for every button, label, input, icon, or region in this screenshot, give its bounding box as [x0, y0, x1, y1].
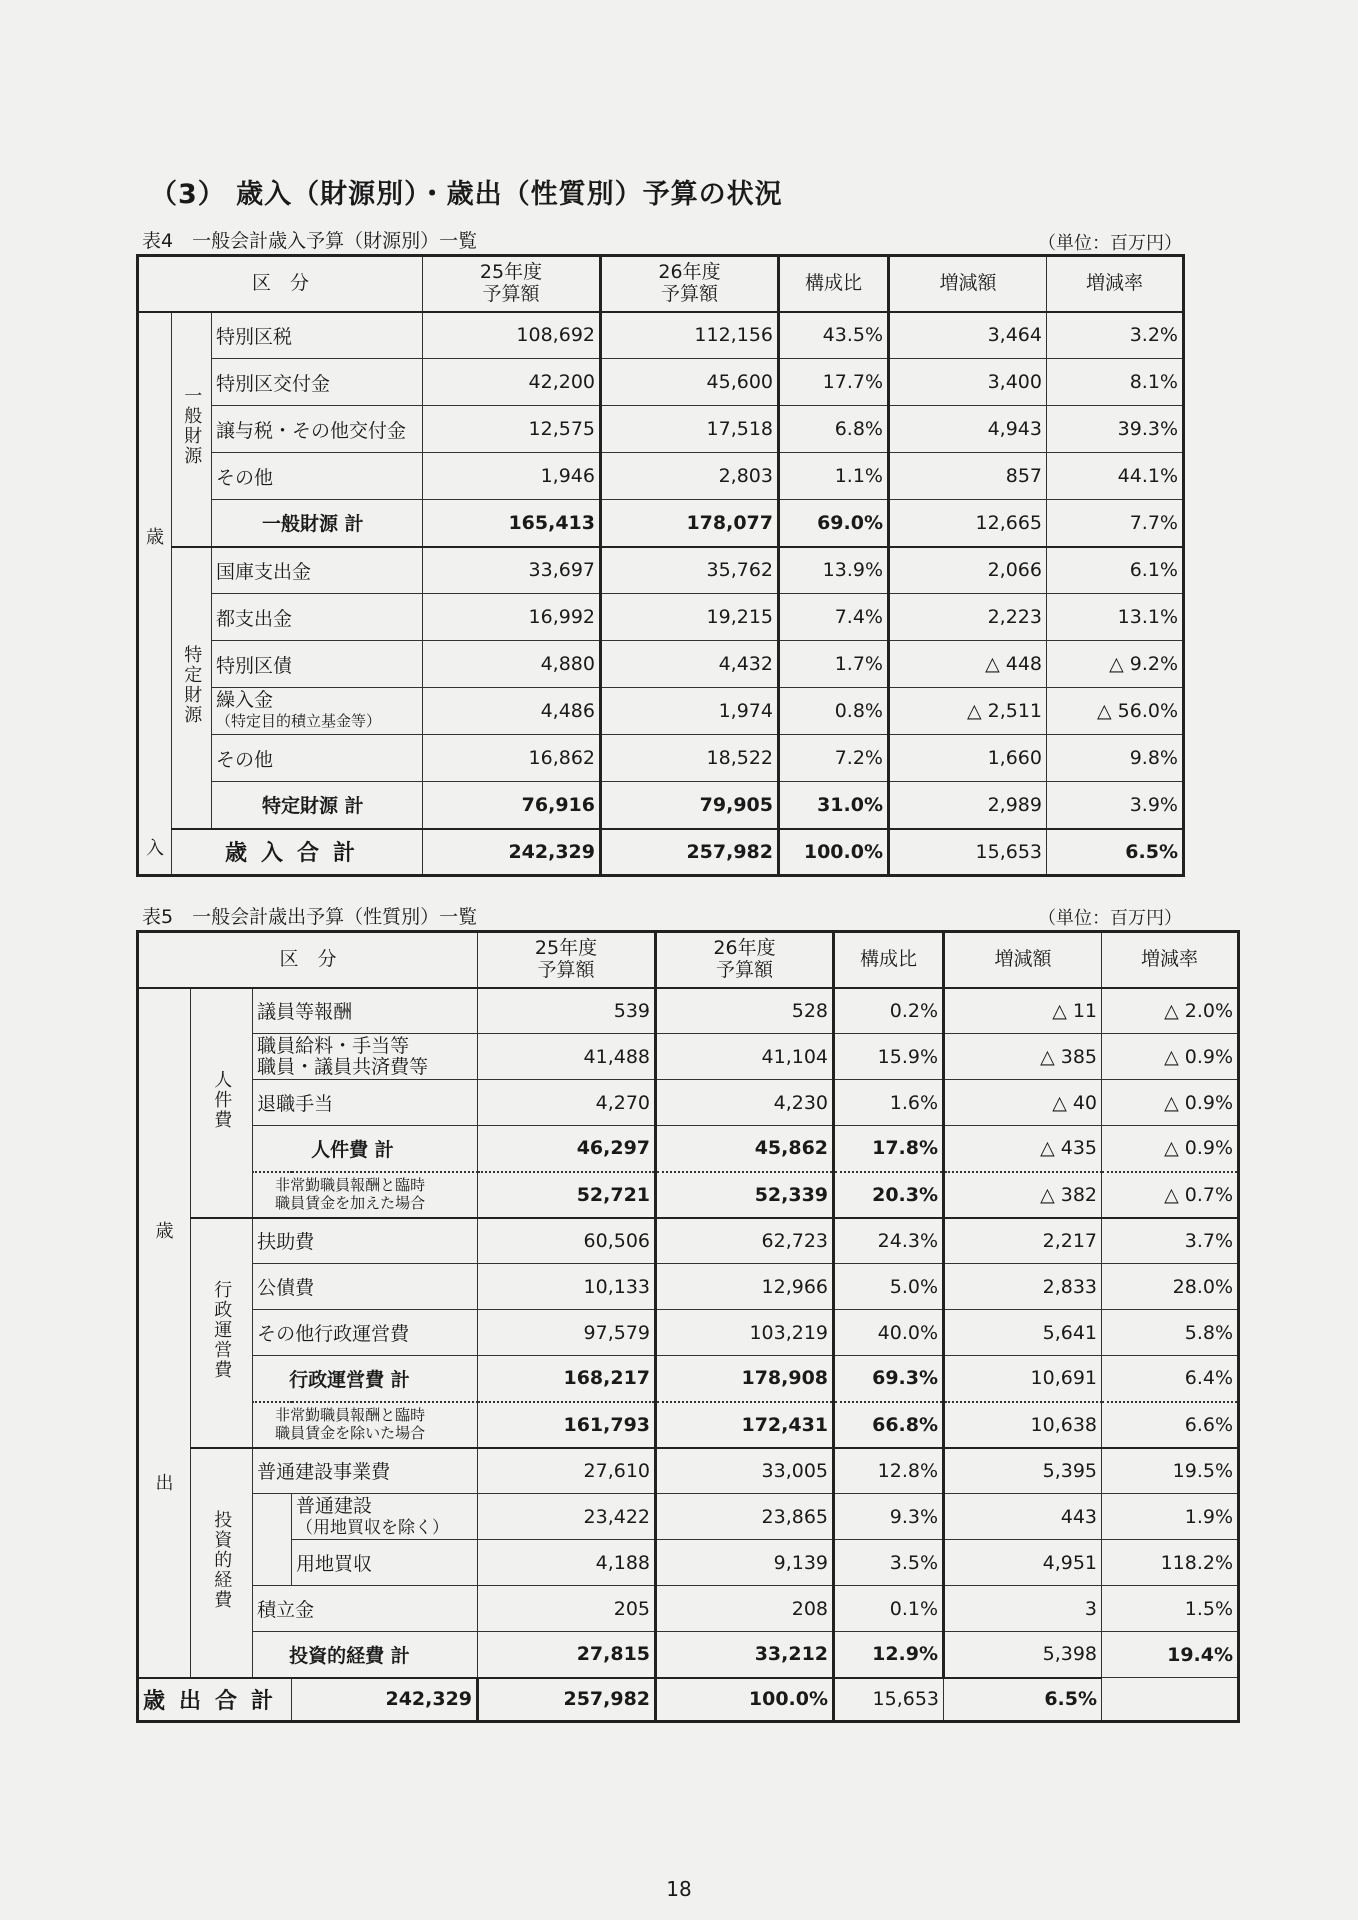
cell-ratio: 43.5% [779, 312, 889, 359]
cell-ratio: 7.4% [779, 594, 889, 641]
group-label-administrative: 行政運営費 [190, 1218, 252, 1448]
cell-fy25: 4,188 [478, 1540, 656, 1586]
row-label: 繰入金 （特定目的積立基金等） [212, 688, 423, 735]
subtotal-label: 特定財源 計 [212, 782, 423, 829]
cell-rate: 3.9% [1047, 782, 1184, 829]
cell-rate: 6.5% [1047, 829, 1184, 876]
cell-fy25: 4,880 [423, 641, 601, 688]
cell-rate: 7.7% [1047, 500, 1184, 547]
cell-fy25: 108,692 [423, 312, 601, 359]
cell-fy25: 52,721 [478, 1172, 656, 1218]
cell-rate: 19.4% [1102, 1632, 1239, 1678]
cell-ratio: 1.7% [779, 641, 889, 688]
header-row [138, 932, 1239, 988]
group-label-personnel: 人件費 [190, 988, 252, 1218]
row-label: 特別区交付金 [212, 359, 423, 406]
cell-ratio: 1.1% [779, 453, 889, 500]
cell-diff: 2,217 [944, 1218, 1102, 1264]
cell-fy26: 18,522 [601, 735, 779, 782]
subtotal-label: 投資的経費 計 [253, 1632, 478, 1678]
cell-diff: 15,653 [834, 1678, 944, 1722]
row-label: 非常勤職員報酬と臨時 職員賃金を加えた場合 [253, 1172, 478, 1218]
cell-rate: △ 9.2% [1047, 641, 1184, 688]
row-label: 積立金 [253, 1586, 478, 1632]
subtotal-row [138, 782, 1184, 829]
cell-fy26: 45,600 [601, 359, 779, 406]
cell-ratio: 17.8% [834, 1126, 944, 1172]
cell-ratio: 69.3% [834, 1356, 944, 1402]
cell-fy26: 52,339 [656, 1172, 834, 1218]
cell-fy26: 208 [656, 1586, 834, 1632]
cell-rate: 3.7% [1102, 1218, 1239, 1264]
cell-rate: △ 0.9% [1102, 1034, 1239, 1080]
cell-diff: 10,691 [944, 1356, 1102, 1402]
cell-fy26: 62,723 [656, 1218, 834, 1264]
cell-fy26: 45,862 [656, 1126, 834, 1172]
cell-ratio: 40.0% [834, 1310, 944, 1356]
cell-rate: 6.5% [944, 1678, 1102, 1722]
cell-fy25: 97,579 [478, 1310, 656, 1356]
cell-rate: 1.9% [1102, 1494, 1239, 1540]
subtotal-label: 一般財源 計 [212, 500, 423, 547]
cell-ratio: 13.9% [779, 547, 889, 594]
table-row [138, 1586, 1239, 1632]
row-label: 非常勤職員報酬と臨時 職員賃金を除いた場合 [253, 1402, 478, 1448]
table-row [138, 1540, 1239, 1586]
cell-rate: 6.6% [1102, 1402, 1239, 1448]
cell-fy26: 17,518 [601, 406, 779, 453]
cell-fy26: 33,005 [656, 1448, 834, 1494]
cell-fy26: 178,077 [601, 500, 779, 547]
row-label: 都支出金 [212, 594, 423, 641]
table5-unit: （単位：百万円） [1038, 908, 1182, 929]
row-label: 公債費 [253, 1264, 478, 1310]
group-label-investment: 投資的経費 [190, 1448, 252, 1678]
cell-ratio: 12.9% [834, 1632, 944, 1678]
table-row [138, 1448, 1239, 1494]
total-row [138, 829, 1184, 876]
cell-ratio: 20.3% [834, 1172, 944, 1218]
cell-ratio: 0.2% [834, 988, 944, 1034]
cell-diff: △ 40 [944, 1080, 1102, 1126]
row-label: 特別区税 [212, 312, 423, 359]
cell-fy26: 4,432 [601, 641, 779, 688]
cell-ratio: 0.1% [834, 1586, 944, 1632]
cell-rate: △ 0.9% [1102, 1126, 1239, 1172]
table-row [138, 1080, 1239, 1126]
cell-diff: 5,395 [944, 1448, 1102, 1494]
row-label: 特別区債 [212, 641, 423, 688]
cell-fy25: 1,946 [423, 453, 601, 500]
table-row [138, 1264, 1239, 1310]
group-label-specific: 特定財源 [172, 547, 212, 829]
header-ratio: 構成比 [834, 932, 944, 988]
subtotal-row [138, 500, 1184, 547]
cell-fy25: 27,610 [478, 1448, 656, 1494]
row-label: 普通建設 （用地買収を除く） [292, 1494, 478, 1540]
cell-fy25: 4,486 [423, 688, 601, 735]
cell-rate: △ 2.0% [1102, 988, 1239, 1034]
cell-fy26: 12,966 [656, 1264, 834, 1310]
outer-label-expenditure: 歳 出 [138, 988, 191, 1678]
cell-diff: △ 11 [944, 988, 1102, 1034]
cell-ratio: 24.3% [834, 1218, 944, 1264]
outer-label-revenue: 歳 入 [138, 312, 172, 876]
cell-rate: 3.2% [1047, 312, 1184, 359]
cell-fy25: 10,133 [478, 1264, 656, 1310]
cell-fy26: 35,762 [601, 547, 779, 594]
cell-fy26: 19,215 [601, 594, 779, 641]
table-row [138, 547, 1184, 594]
subtotal-label: 行政運営費 計 [253, 1356, 478, 1402]
table-row [138, 1494, 1239, 1540]
cell-ratio: 66.8% [834, 1402, 944, 1448]
revenue-table [136, 254, 1185, 877]
cell-rate: 44.1% [1047, 453, 1184, 500]
table-row [138, 312, 1184, 359]
table-row [138, 594, 1184, 641]
header-fy26: 26年度 予算額 [656, 932, 834, 988]
row-label: 国庫支出金 [212, 547, 423, 594]
cell-fy26: 112,156 [601, 312, 779, 359]
cell-fy25: 205 [478, 1586, 656, 1632]
row-label: 扶助費 [253, 1218, 478, 1264]
cell-diff: 857 [889, 453, 1047, 500]
cell-fy25: 33,697 [423, 547, 601, 594]
total-label: 歳入合計 [172, 829, 423, 876]
table-row [138, 735, 1184, 782]
row-label: 退職手当 [253, 1080, 478, 1126]
cell-ratio: 69.0% [779, 500, 889, 547]
cell-ratio: 31.0% [779, 782, 889, 829]
cell-ratio: 17.7% [779, 359, 889, 406]
cell-fy26: 33,212 [656, 1632, 834, 1678]
cell-diff: 3 [944, 1586, 1102, 1632]
cell-diff: △ 2,511 [889, 688, 1047, 735]
cell-fy25: 165,413 [423, 500, 601, 547]
table4-caption: 表4 一般会計歳入予算（財源別）一覧 [142, 230, 478, 252]
cell-diff: 5,398 [944, 1632, 1102, 1678]
cell-rate: △ 0.7% [1102, 1172, 1239, 1218]
cell-fy26: 23,865 [656, 1494, 834, 1540]
cell-rate: 118.2% [1102, 1540, 1239, 1586]
cell-fy25: 23,422 [478, 1494, 656, 1540]
row-label: その他 [212, 735, 423, 782]
table-row [138, 988, 1239, 1034]
cell-diff: 4,951 [944, 1540, 1102, 1586]
cell-fy25: 12,575 [423, 406, 601, 453]
cell-rate: 5.8% [1102, 1310, 1239, 1356]
cell-ratio: 12.8% [834, 1448, 944, 1494]
table-row [138, 453, 1184, 500]
header-kubun: 区 分 [138, 932, 478, 988]
table4-unit: （単位：百万円） [1038, 233, 1182, 254]
expenditure-table [136, 930, 1240, 1723]
cell-fy25: 161,793 [478, 1402, 656, 1448]
cell-ratio: 6.8% [779, 406, 889, 453]
total-label: 歳出合計 [138, 1678, 292, 1722]
header-fy25: 25年度 予算額 [478, 932, 656, 988]
row-label: 用地買収 [292, 1540, 478, 1586]
cell-fy26: 79,905 [601, 782, 779, 829]
cell-fy25: 242,329 [292, 1678, 478, 1722]
cell-rate: △ 0.9% [1102, 1080, 1239, 1126]
subtotal-row [138, 1356, 1239, 1402]
indent-cell [253, 1494, 292, 1586]
cell-rate: 28.0% [1102, 1264, 1239, 1310]
cell-fy26: 1,974 [601, 688, 779, 735]
cell-rate: 19.5% [1102, 1448, 1239, 1494]
cell-fy25: 4,270 [478, 1080, 656, 1126]
cell-rate: 1.5% [1102, 1586, 1239, 1632]
cell-fy25: 16,862 [423, 735, 601, 782]
table-row [138, 406, 1184, 453]
row-label: その他 [212, 453, 423, 500]
cell-diff: 3,464 [889, 312, 1047, 359]
table-row [138, 1402, 1239, 1448]
cell-ratio: 9.3% [834, 1494, 944, 1540]
cell-fy26: 257,982 [601, 829, 779, 876]
cell-fy25: 242,329 [423, 829, 601, 876]
cell-rate: △ 56.0% [1047, 688, 1184, 735]
cell-diff: 2,989 [889, 782, 1047, 829]
cell-diff: △ 435 [944, 1126, 1102, 1172]
cell-rate: 13.1% [1047, 594, 1184, 641]
table-row [138, 688, 1184, 735]
cell-ratio: 5.0% [834, 1264, 944, 1310]
cell-fy25: 168,217 [478, 1356, 656, 1402]
header-kubun: 区 分 [138, 256, 423, 312]
cell-diff: 2,833 [944, 1264, 1102, 1310]
cell-rate: 39.3% [1047, 406, 1184, 453]
cell-ratio: 3.5% [834, 1540, 944, 1586]
cell-diff: 2,066 [889, 547, 1047, 594]
subtotal-row [138, 1632, 1239, 1678]
cell-fy25: 76,916 [423, 782, 601, 829]
cell-fy25: 27,815 [478, 1632, 656, 1678]
page-heading: （3） 歳入（財源別）・歳出（性質別）予算の状況 [150, 179, 783, 210]
cell-fy26: 2,803 [601, 453, 779, 500]
cell-fy26: 41,104 [656, 1034, 834, 1080]
header-row [138, 256, 1184, 312]
header-rate: 増減率 [1047, 256, 1184, 312]
cell-ratio: 1.6% [834, 1080, 944, 1126]
cell-diff: 4,943 [889, 406, 1047, 453]
cell-diff: △ 385 [944, 1034, 1102, 1080]
row-label: 普通建設事業費 [253, 1448, 478, 1494]
table-row [138, 1172, 1239, 1218]
cell-fy25: 41,488 [478, 1034, 656, 1080]
cell-fy26: 178,908 [656, 1356, 834, 1402]
cell-rate: 6.4% [1102, 1356, 1239, 1402]
row-label: 職員給料・手当等 職員・議員共済費等 [253, 1034, 478, 1080]
cell-diff: 3,400 [889, 359, 1047, 406]
cell-fy26: 9,139 [656, 1540, 834, 1586]
cell-diff: 1,660 [889, 735, 1047, 782]
cell-diff: 10,638 [944, 1402, 1102, 1448]
row-label: 譲与税・その他交付金 [212, 406, 423, 453]
cell-fy26: 257,982 [478, 1678, 656, 1722]
table-row [138, 359, 1184, 406]
header-ratio: 構成比 [779, 256, 889, 312]
cell-fy26: 172,431 [656, 1402, 834, 1448]
header-diff: 増減額 [889, 256, 1047, 312]
cell-diff: 5,641 [944, 1310, 1102, 1356]
subtotal-label: 人件費 計 [253, 1126, 478, 1172]
cell-diff: 443 [944, 1494, 1102, 1540]
group-label-general: 一般財源 [172, 312, 212, 547]
table-row [138, 641, 1184, 688]
table-row [138, 1034, 1239, 1080]
cell-ratio: 15.9% [834, 1034, 944, 1080]
cell-diff: 15,653 [889, 829, 1047, 876]
cell-fy25: 60,506 [478, 1218, 656, 1264]
cell-fy26: 4,230 [656, 1080, 834, 1126]
cell-fy25: 16,992 [423, 594, 601, 641]
page-number: 18 [666, 1877, 692, 1901]
table-row [138, 1310, 1239, 1356]
subtotal-row [138, 1126, 1239, 1172]
cell-fy25: 539 [478, 988, 656, 1034]
total-row [138, 1678, 1239, 1722]
cell-ratio: 100.0% [779, 829, 889, 876]
cell-diff: △ 448 [889, 641, 1047, 688]
header-rate: 増減率 [1102, 932, 1239, 988]
cell-fy25: 42,200 [423, 359, 601, 406]
header-fy25: 25年度 予算額 [423, 256, 601, 312]
cell-fy26: 103,219 [656, 1310, 834, 1356]
cell-diff: △ 382 [944, 1172, 1102, 1218]
cell-ratio: 0.8% [779, 688, 889, 735]
header-diff: 増減額 [944, 932, 1102, 988]
header-fy26: 26年度 予算額 [601, 256, 779, 312]
cell-fy25: 46,297 [478, 1126, 656, 1172]
table5-caption: 表5 一般会計歳出予算（性質別）一覧 [142, 906, 478, 928]
table-row [138, 1218, 1239, 1264]
row-label: その他行政運営費 [253, 1310, 478, 1356]
cell-rate: 9.8% [1047, 735, 1184, 782]
cell-diff: 12,665 [889, 500, 1047, 547]
row-label: 議員等報酬 [253, 988, 478, 1034]
cell-fy26: 528 [656, 988, 834, 1034]
cell-diff: 2,223 [889, 594, 1047, 641]
cell-rate: 8.1% [1047, 359, 1184, 406]
cell-ratio: 100.0% [656, 1678, 834, 1722]
cell-ratio: 7.2% [779, 735, 889, 782]
cell-rate: 6.1% [1047, 547, 1184, 594]
